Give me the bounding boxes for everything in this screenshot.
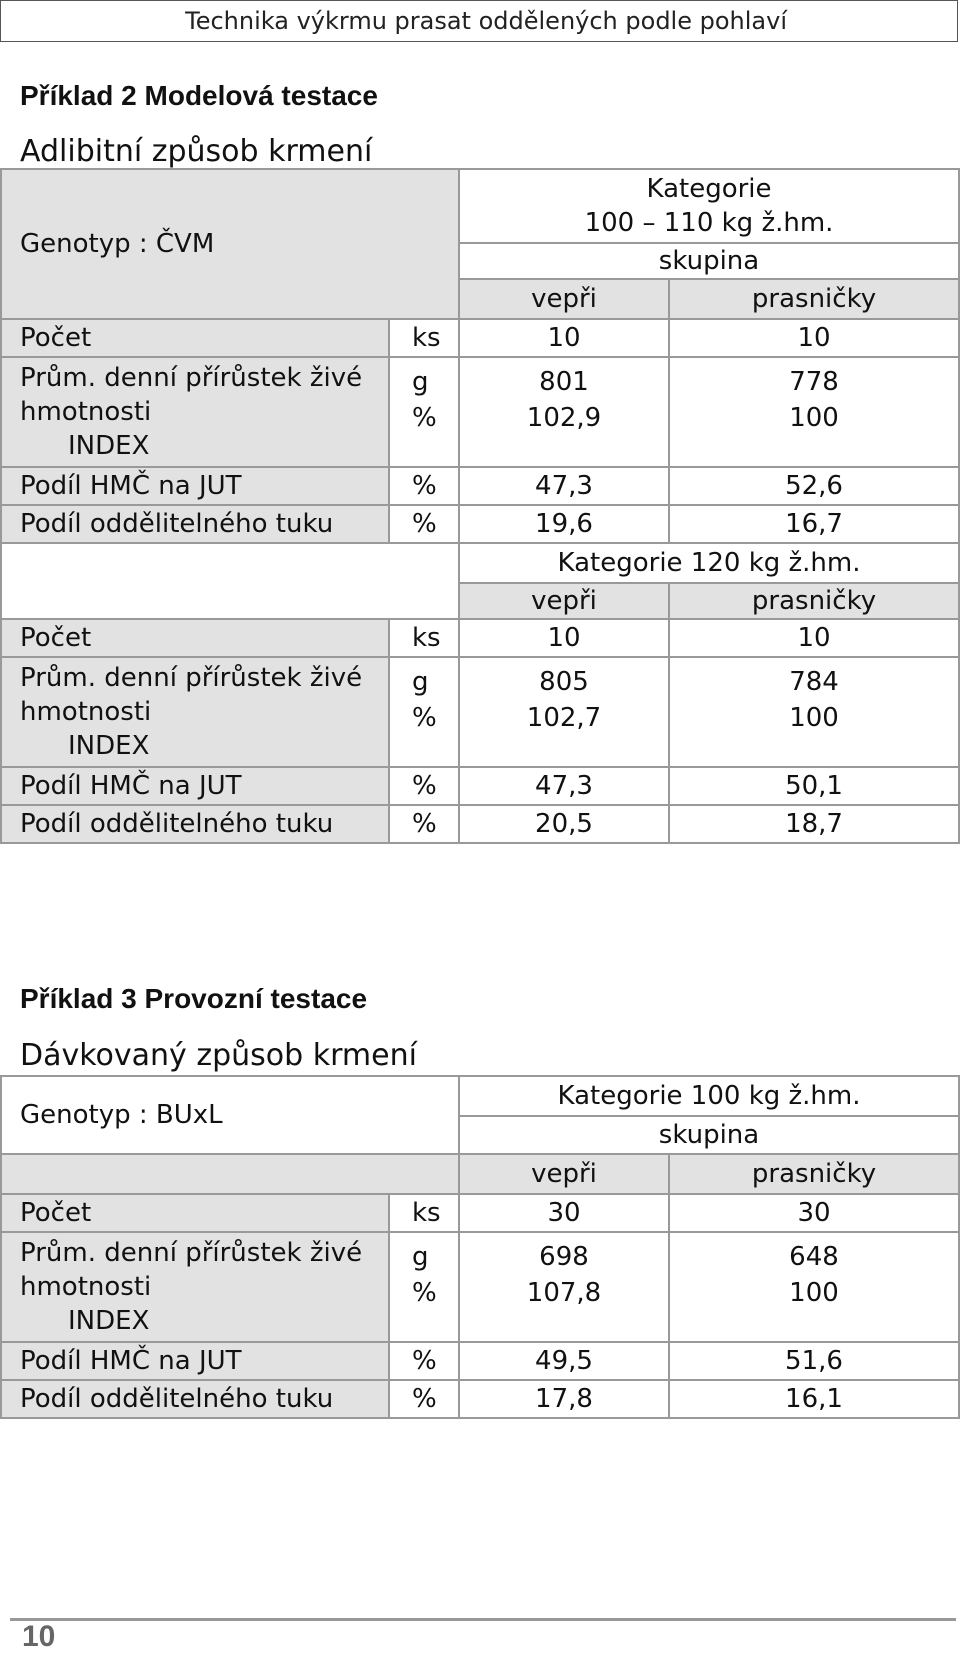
value-g: 801 [539, 367, 589, 397]
unit-cell: % [389, 767, 459, 805]
page-number: 10 [22, 1620, 56, 1653]
value-cell: 10 [669, 619, 959, 657]
value-cell: 30 [459, 1194, 669, 1232]
value-cell: 50,1 [669, 767, 959, 805]
row-label-line: INDEX [68, 431, 150, 461]
row-label-lean-share: Podíl HMČ na JUT [1, 467, 389, 505]
genotype-cell: Genotyp : BUxL [1, 1076, 459, 1154]
row-label-lean-share: Podíl HMČ na JUT [1, 767, 389, 805]
example-2-title: Příklad 2 Modelová testace [20, 80, 378, 111]
value-cell: 10 [459, 619, 669, 657]
unit-cell: ks [389, 319, 459, 357]
value-cell: 30 [669, 1194, 959, 1232]
column-header-boars: vepři [459, 583, 669, 619]
unit-g: g [412, 1242, 429, 1272]
value-cell: 16,7 [669, 505, 959, 543]
row-label-line: Prům. denní přírůstek živé [20, 1238, 363, 1268]
empty-cell [1, 543, 459, 619]
example-3-title: Příklad 3 Provozní testace [20, 983, 368, 1014]
row-label-line: INDEX [68, 731, 150, 761]
category-heading [459, 169, 959, 243]
value-cell [669, 1232, 959, 1342]
table-row [1, 357, 959, 467]
value-index: 100 [789, 1278, 839, 1308]
row-label-line: Prům. denní přírůstek živé [20, 363, 363, 393]
column-header-gilts: prasničky [669, 1154, 959, 1194]
example-2-table [0, 168, 960, 844]
group-label: skupina [459, 1116, 959, 1154]
row-label-daily-gain [1, 357, 389, 467]
row-label-count: Počet [1, 319, 389, 357]
value-g: 805 [539, 667, 589, 697]
table-row [1, 767, 959, 805]
table-row [1, 657, 959, 767]
value-g: 698 [539, 1242, 589, 1272]
unit-cell: ks [389, 619, 459, 657]
table-row [1, 505, 959, 543]
empty-cell [1, 1154, 459, 1194]
row-label-daily-gain [1, 1232, 389, 1342]
unit-cell: % [389, 1342, 459, 1380]
value-index: 107,8 [526, 1278, 602, 1308]
unit-g: g [412, 667, 429, 697]
value-cell: 16,1 [669, 1380, 959, 1418]
value-index: 102,9 [526, 403, 602, 433]
row-label-fat-share: Podíl oddělitelného tuku [1, 805, 389, 843]
example-3-table [0, 1075, 960, 1419]
value-g: 648 [789, 1242, 839, 1272]
value-cell: 49,5 [459, 1342, 669, 1380]
value-index: 100 [789, 403, 839, 433]
row-label-line: hmotnosti [20, 1272, 152, 1302]
value-cell: 47,3 [459, 467, 669, 505]
category-heading-2: Kategorie 120 kg ž.hm. [459, 543, 959, 583]
column-header-boars: vepři [459, 279, 669, 319]
running-header [0, 0, 958, 42]
running-header-title: Technika výkrmu prasat oddělených podle pohlaví [185, 7, 787, 35]
example-2-subtitle: Adlibitní způsob krmení [20, 134, 373, 169]
value-g: 778 [789, 367, 839, 397]
table-row [1, 619, 959, 657]
value-cell: 47,3 [459, 767, 669, 805]
footer-rule [10, 1618, 956, 1649]
value-cell: 18,7 [669, 805, 959, 843]
table-row [1, 1232, 959, 1342]
unit-cell [389, 657, 459, 767]
value-cell: 19,6 [459, 505, 669, 543]
value-cell [459, 1232, 669, 1342]
value-cell: 51,6 [669, 1342, 959, 1380]
table-row [1, 1194, 959, 1232]
value-cell [459, 357, 669, 467]
unit-cell [389, 1232, 459, 1342]
value-cell: 17,8 [459, 1380, 669, 1418]
value-cell [669, 357, 959, 467]
value-index: 100 [789, 703, 839, 733]
value-cell: 20,5 [459, 805, 669, 843]
row-label-line: Prům. denní přírůstek živé [20, 663, 363, 693]
unit-cell: % [389, 805, 459, 843]
unit-percent: % [412, 703, 437, 733]
unit-cell [389, 357, 459, 467]
value-cell: 10 [459, 319, 669, 357]
unit-cell: ks [389, 1194, 459, 1232]
group-label: skupina [459, 243, 959, 279]
value-cell: 52,6 [669, 467, 959, 505]
unit-cell: % [389, 467, 459, 505]
value-cell [459, 657, 669, 767]
unit-g: g [412, 367, 429, 397]
row-label-line: hmotnosti [20, 697, 152, 727]
row-label-line: INDEX [68, 1306, 150, 1336]
column-header-gilts: prasničky [669, 279, 959, 319]
table-row [1, 1380, 959, 1418]
column-header-gilts: prasničky [669, 583, 959, 619]
table-row [1, 319, 959, 357]
unit-cell: % [389, 1380, 459, 1418]
value-cell: 10 [669, 319, 959, 357]
row-label-fat-share: Podíl oddělitelného tuku [1, 1380, 389, 1418]
row-label-daily-gain [1, 657, 389, 767]
unit-cell: % [389, 505, 459, 543]
value-index: 102,7 [526, 703, 602, 733]
category-heading: Kategorie 100 kg ž.hm. [459, 1076, 959, 1116]
value-cell [669, 657, 959, 767]
genotype-cell: Genotyp : ČVM [1, 169, 459, 319]
unit-percent: % [412, 403, 437, 433]
table-row [1, 467, 959, 505]
row-label-count: Počet [1, 1194, 389, 1232]
category-heading-line2: 100 – 110 kg ž.hm. [584, 208, 834, 238]
row-label-lean-share: Podíl HMČ na JUT [1, 1342, 389, 1380]
example-3-subtitle: Dávkovaný způsob krmení [20, 1038, 417, 1073]
row-label-line: hmotnosti [20, 397, 152, 427]
table-row [1, 1342, 959, 1380]
category-heading-line1: Kategorie [646, 174, 772, 204]
unit-percent: % [412, 1278, 437, 1308]
value-g: 784 [789, 667, 839, 697]
column-header-boars: vepři [459, 1154, 669, 1194]
table-row [1, 805, 959, 843]
row-label-count: Počet [1, 619, 389, 657]
row-label-fat-share: Podíl oddělitelného tuku [1, 505, 389, 543]
